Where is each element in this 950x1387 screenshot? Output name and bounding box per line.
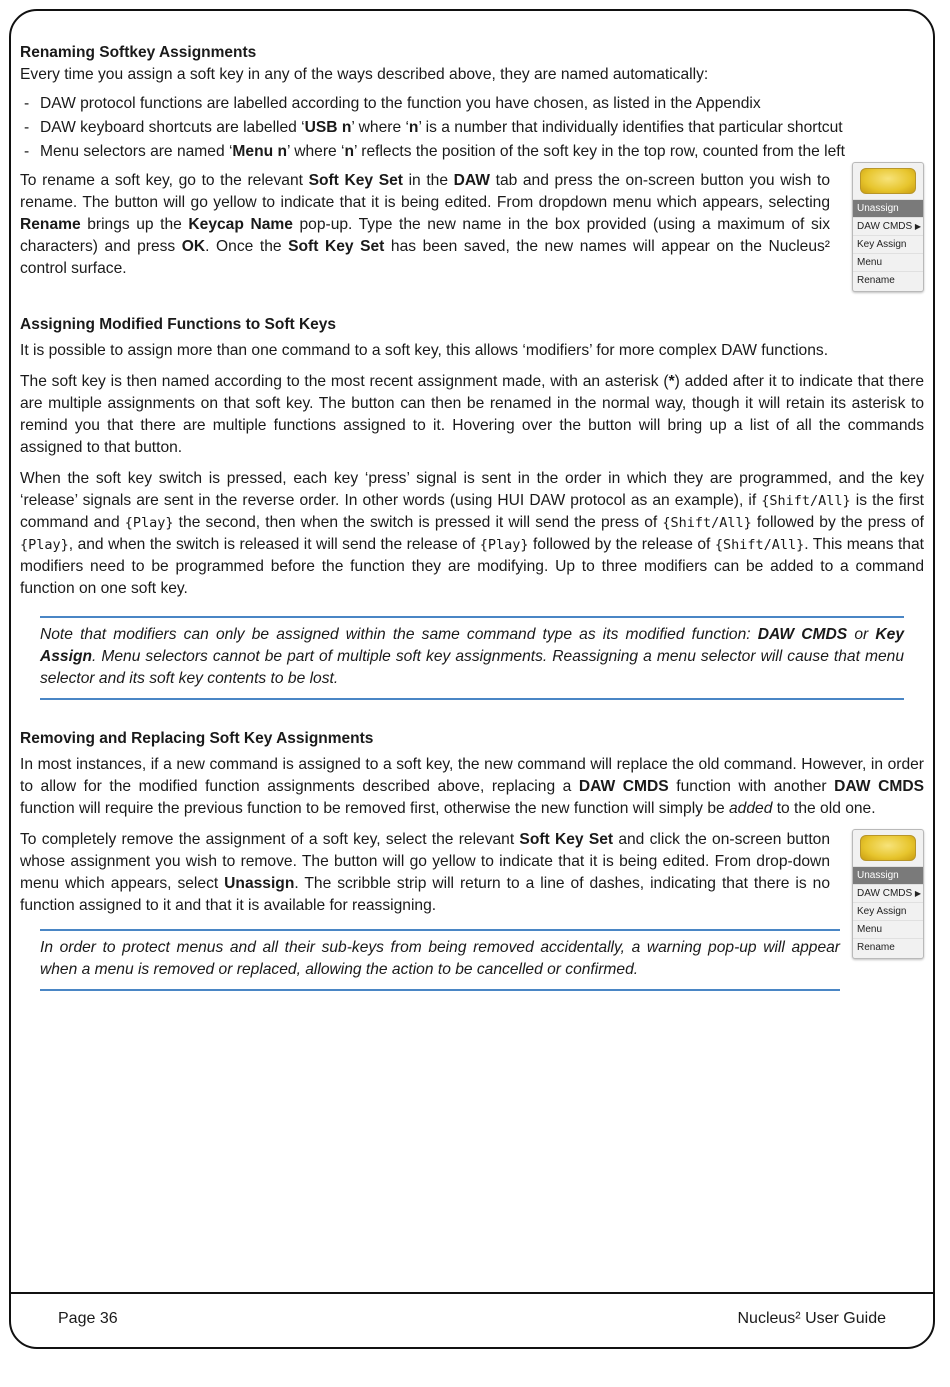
modified-p1: It is possible to assign more than one command to a soft key, this allows ‘modifiers’ for more complex DAW functions. <box>20 342 829 359</box>
menu-item-rename: Rename <box>853 938 923 956</box>
menu-item-menu: Menu <box>853 253 923 271</box>
menu-item-daw-cmds: DAW CMDS ▶ <box>853 217 923 235</box>
menu-item-rename: Rename <box>853 271 923 289</box>
list-item: - DAW protocol functions are labelled according to the function you have chosen, as listed in the Appendix <box>24 95 761 112</box>
removing-p2: To completely remove the assignment of a soft key, select the relevant Soft Key Set and click the on-screen button whose assignment you wish to remove. The button will go yellow to indicate that it is being edited. From drop-down menu which appears, select Unassign. The scribble strip will return to a line of dashes, indicating that there is no function assigned to it and that it is available for reassigning. <box>20 831 831 914</box>
menu-protection-note: In order to protect menus and all their sub-keys from being removed accidentally, a warning pop-up will appear when a menu is removed or replaced, allowing the action to be cancelled or confirmed. <box>40 929 840 991</box>
menu-item-menu: Menu <box>853 920 923 938</box>
submenu-arrow-icon: ▶ <box>914 222 921 231</box>
list-item: - DAW keyboard shortcuts are labelled ‘USB n’ where ‘n’ is a number that individually identifies that particular shortcut <box>24 119 843 136</box>
yellow-softkey-icon <box>860 168 916 194</box>
page-content <box>20 42 924 991</box>
rename-block <box>20 170 924 292</box>
modifier-note: Note that modifiers can only be assigned within the same command type as its modified function: DAW CMDS or Key Assign. Menu selectors cannot be part of multiple soft key assignments. Reassigning a menu selector will cause that menu selector and its soft key contents to be lost. <box>40 616 904 700</box>
submenu-arrow-icon: ▶ <box>914 889 921 898</box>
renaming-intro: Every time you assign a soft key in any of the ways described above, they are named automatically: <box>20 66 709 83</box>
menu-item-key-assign: Key Assign <box>853 902 923 920</box>
menu-item-unassign: Unassign <box>853 199 923 217</box>
softkey-menu-screenshot <box>852 162 924 292</box>
modified-p2: The soft key is then named according to the most recent assignment made, with an asterisk (*) added after it to indicate that there are multiple assignments on that soft key. The button can then be renamed in the normal way, though it will retain its asterisk to remind you that there are multiple functions assigned to it. Hovering over the button will bring up a list of all the commands assigned to that button. <box>20 373 924 456</box>
document-title: Nucleus² User Guide <box>737 1310 886 1327</box>
heading-renaming: Renaming Softkey Assignments <box>20 44 257 61</box>
menu-item-key-assign: Key Assign <box>853 235 923 253</box>
renaming-list <box>20 92 924 164</box>
softkey-menu-screenshot-2 <box>852 829 924 959</box>
menu-item-unassign: Unassign <box>853 866 923 884</box>
modified-p3: When the soft key switch is pressed, each key ‘press’ signal is sent in the order in which they are programmed, and the key ‘release’ signals are sent in the reverse order. In other words (using HUI DAW protocol as an example), if {Shift/All} is the first command and {Play} the second, then when the switch is pressed it will send the press of {Shift/All} followed by the press of {Play}, and when the switch is released it will send the release of {Play} followed by the release of {Shift/All}. This means that modifiers need to be programmed before the function they are modifying. Up to three modifiers can be added to a command function on one soft key. <box>20 470 924 597</box>
rename-paragraph: To rename a soft key, go to the relevant Soft Key Set in the DAW tab and press the on-screen button you wish to rename. The button will go yellow to indicate that it is being edited. From dropdown menu which appears, selecting Rename brings up the Keycap Name pop-up. Type the new name in the box provided (using a maximum of six characters) and press OK. Once the Soft Key Set has been saved, the new names will appear on the Nucleus² control surface. <box>20 172 831 277</box>
heading-modified: Assigning Modified Functions to Soft Keys <box>20 316 337 333</box>
page-number: Page 36 <box>58 1310 118 1327</box>
yellow-softkey-icon <box>860 835 916 861</box>
unassign-block <box>20 829 924 991</box>
footer-divider <box>9 1292 935 1294</box>
list-item: - Menu selectors are named ‘Menu n’ where ‘n’ reflects the position of the soft key in the top row, counted from the left <box>24 143 845 160</box>
removing-p1: In most instances, if a new command is assigned to a soft key, the new command will replace the old command. However, in order to allow for the modified function assignments described above, replacing a DAW CMDS function with another DAW CMDS function will require the previous function to be removed first, otherwise the new function will simply be added to the old one. <box>20 756 924 817</box>
heading-removing: Removing and Replacing Soft Key Assignments <box>20 730 374 747</box>
menu-item-daw-cmds: DAW CMDS ▶ <box>853 884 923 902</box>
